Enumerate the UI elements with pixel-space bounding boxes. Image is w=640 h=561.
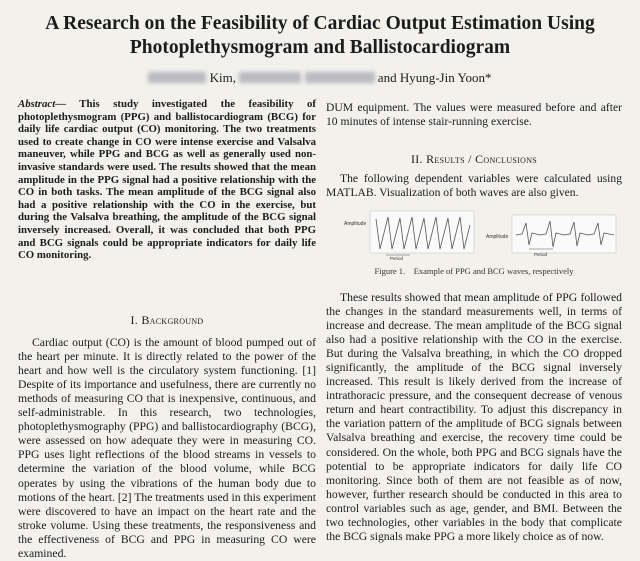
redacted-author-name xyxy=(148,72,206,83)
figure-caption-label: Figure 1. xyxy=(374,266,406,276)
ppg-period-label: Period xyxy=(390,256,404,261)
ppg-axis-label: Amplitude xyxy=(344,221,367,227)
background-section xyxy=(18,313,316,561)
methods-tail xyxy=(326,101,622,129)
figure-ppg-bcg-waves xyxy=(326,205,622,261)
background-heading: I. Background xyxy=(130,313,204,327)
paper-title xyxy=(0,12,640,60)
results-discussion xyxy=(326,291,622,544)
ppg-plot-frame xyxy=(370,211,474,253)
redacted-author-name xyxy=(305,72,375,83)
background-text: Cardiac output (CO) is the amount of blood pumped out of the heart per minute. It is directly related to the power of the heart and how well is the circulatory system functioning. [1] Despite of its importance and usefulness, there are currently no methods of measuring CO that is inexpensive, continuous, and self-administrable. In this research, two technologies, photoplethysmography (PPG) and ballistocardiography (BCG), were assessed on how adequate they were in measuring CO. PPG uses light reflections of the blood streams in vessels to determine the variation of the blood volume, while BCG operates by using the vibrations of the human body due to motions of the heart. [2] The treatments used in this experiment were discovered to have an impact on the heart rate and the stroke volume. Using these treatments, the responsiveness and the effectiveness of BCG and PPG in measuring CO were examined. xyxy=(18,336,316,560)
abstract-text: This study investigated the feasibility of photoplethysmogram (PPG) and ballistocardiogram (BCG) for daily life cardiac output (CO) monitoring. The two treatments used to create change in CO were intense exercise and Valsalva maneuver, while PPG and BCG as well as generally used non-invasive standards were used. The results showed that the mean amplitude in the PPG signal had a positive relationship with the CO in both tasks. The mean amplitude of the BCG signal also had a positive relationship with the CO in the exercise, but during the Valsalva breathing, the amplitude of the BCG signal inversely increased. Overall, it was concluded that both PPG and BCG signals could be appropriate indicators for daily life CO monitoring. xyxy=(18,98,316,262)
author-last: and Hyung-Jin Yoon* xyxy=(377,70,492,85)
figure-caption xyxy=(326,266,622,276)
abstract-lead: Abstract— xyxy=(18,98,66,110)
author-1-surname: Kim, xyxy=(209,70,237,85)
abstract xyxy=(18,98,316,262)
results-intro-block xyxy=(326,172,622,200)
bcg-period-label: Period xyxy=(534,252,548,257)
bcg-wave-panel xyxy=(486,215,616,257)
title-line-1: A Research on the Feasibility of Cardiac Output Estimation Using xyxy=(45,13,595,34)
methods-tail-text: DUM equipment. The values were measured before and after 10 minutes of intense stair-running exercise. xyxy=(326,101,622,128)
bcg-axis-label: Amplitude xyxy=(486,234,509,240)
redacted-author-name xyxy=(239,72,301,83)
ppg-wave-panel xyxy=(344,211,474,261)
author-line xyxy=(0,70,640,86)
results-heading: II. Results / Conclusions xyxy=(410,152,538,166)
figure-caption-text: Example of PPG and BCG waves, respectively xyxy=(413,266,574,276)
results-text: These results showed that mean amplitude of PPG followed the changes in the standard measurements well, in terms of increase and decrease. The mean amplitude of the BCG signal also had a positive relationship with the CO in the exercise. But during the Valsalva breathing, in which the CO dropped significantly, the amplitude of the BCG signal inversely increased. This result is likely derived from the increase of intrathoracic pressure, and the consequent decrease of venous return and heart contractibility. To adjust this discrepancy in the variation pattern of the amplitude of BCG signals between Valsalva breathing and exercise, the recovery time could be considered. On the whole, both PPG and BCG signals have the potential to be appropriate indicators for daily life CO monitoring. Since both of them are not feasible as of now, however, further research should be conducted in this area to control variables such as age, gender, and BMI. Between the two technologies, other variables in the body that complicate the BCG signals make PPG a more likely choice as of now. xyxy=(326,291,622,543)
title-line-2: Photoplethysmogram and Ballistocardiogram xyxy=(129,37,511,58)
results-intro: The following dependent variables were calculated using MATLAB. Visualization of both waves are also given. xyxy=(326,172,622,199)
